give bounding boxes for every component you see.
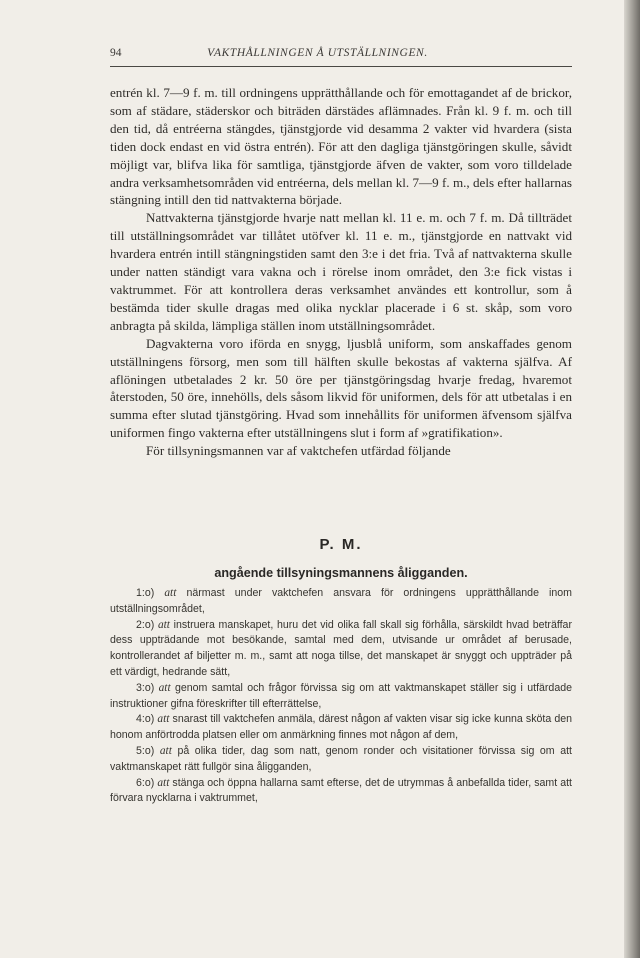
point-text: närmast under vaktchefen ansvara för ordningens upprätthållande inom utställningsområdet, [110,587,572,615]
pm-points [110,586,572,807]
point-text: snarast till vaktchefen anmäla, därest någon af vakten visar sig icke kunna sköta den honom anförtrodda platsen eller om anmärkning finnes mot någon af dem, [110,713,572,742]
pm-point [110,618,572,681]
paragraph: Dagvakterna voro iförda en snygg, ljusblå uniform, som anskaffades genom utställningens försorg, men som till hälften skulle bekostas af vakterna själfva. Af aflöningen utbetalades 2 kr. 50 öre per tjänstgöringsdag hvarje fredag, hvaremot återstoden, 50 öre, innehölls, dels såsom likvid för uniformen, dels för att utbetalas i en summa efter slutad tjänstgöring. Hvad som innehållits för uniformen äfvensom själfva uniformen fingo vakterna efter utställningens slut i form af »gratifikation». [110,335,572,441]
point-number: 2:o) [136,618,155,631]
pm-point [110,744,572,776]
point-att: att [157,776,170,789]
point-att: att [164,587,177,599]
point-att: att [159,744,172,757]
point-text: genom samtal och frågor förvissa sig om att vaktmanskapet ställer sig i utfärdade instruktioner gifna föreskrifter till efterrättelse, [110,681,573,710]
body-text [110,84,572,460]
header-rule [110,66,572,67]
point-att: att [158,681,171,694]
pm-point [110,712,572,744]
paragraph: För tillsyningsmannen var af vaktchefen utfärdad följande [146,443,451,459]
point-number: 1:o) [136,587,155,599]
point-number: 5:o) [136,744,155,757]
page-header [110,47,525,63]
paragraph: Nattvakterna tjänstgjorde hvarje natt mellan kl. 11 e. m. och 7 f. m. Då tillträdet till utställningsområdet var tillåtet utöfver kl. 11 e. m., tjänstgjorde en nattvakt vid hvardera entrén intill stängningstiden samt den 3:e i det fria. Två af nattvakterna skulle under natten ständigt vara vakna och i rörelse inom området, den 3:e fick vistas i vaktrummet. För att kontrollera deras verksamhet användes ett kontrollur, som å bestämda tider skulle dragas med olika nycklar placerade i 6 st. skåp, som voro anbragta på skilda, lämpliga ställen inom utställningsområdet. [110,210,572,333]
pm-point [110,586,572,618]
paragraph: entrén kl. 7—9 f. m. till ordningens upprätthållande och för emottagandet af de brickor, som af städare, städerskor och biträden därstädes aflämnades. Från kl. 9 f. m. och till den tid, då entréerna stängdes, tjänstgjorde vid desamma 2 vakter vid hvardera (sista tiden dock endast en vid östra entrén). För att den dagliga tjänstgöringen skulle, såvidt möjligt var, blifva lika för samtliga, tjänstgjorde äfven de vakter, som voro tilldelade andra verksamhetsområden vid entréerna, dels mellan kl. 7—9 f. m., dels efter hallarnas stängning intill den tid nattvakterna började. [110,85,572,208]
pm-point [110,776,572,808]
point-number: 4:o) [136,713,155,726]
point-text: stänga och öppna hallarna samt efterse, det de utrymmas å anbefallda tider, samt att förvara nycklarna i vaktrummet, [110,776,572,805]
point-number: 6:o) [136,776,155,789]
pm-title: P. M. [319,536,363,553]
point-att: att [157,713,170,726]
running-title: VAKTHÅLLNINGEN Å UTSTÄLLNINGEN. [207,47,428,59]
point-text: instruera manskapet, huru det vid olika fall skall sig förhålla, särskildt hvad beträffar dess uppträdande mot besökande, samtal med dem, utvisande ur området af berusade, kontrollerandet af biljetter m. m., samt att noga tillse, det manskapet är snyggt och uppträder på ett värdigt, hedrande sätt, [110,618,572,678]
point-text: på olika tider, dag som natt, genom ronder och visitationer förvissa sig om att vaktmanskapet rätt fullgör sina åligganden, [110,744,572,773]
point-number: 3:o) [136,681,155,694]
page-number: 94 [110,47,122,59]
point-att: att [157,618,170,631]
book-gutter-shadow [624,0,640,958]
pm-point [110,681,572,713]
pm-subtitle: angående tillsyningsmannens åligganden. [214,566,468,580]
